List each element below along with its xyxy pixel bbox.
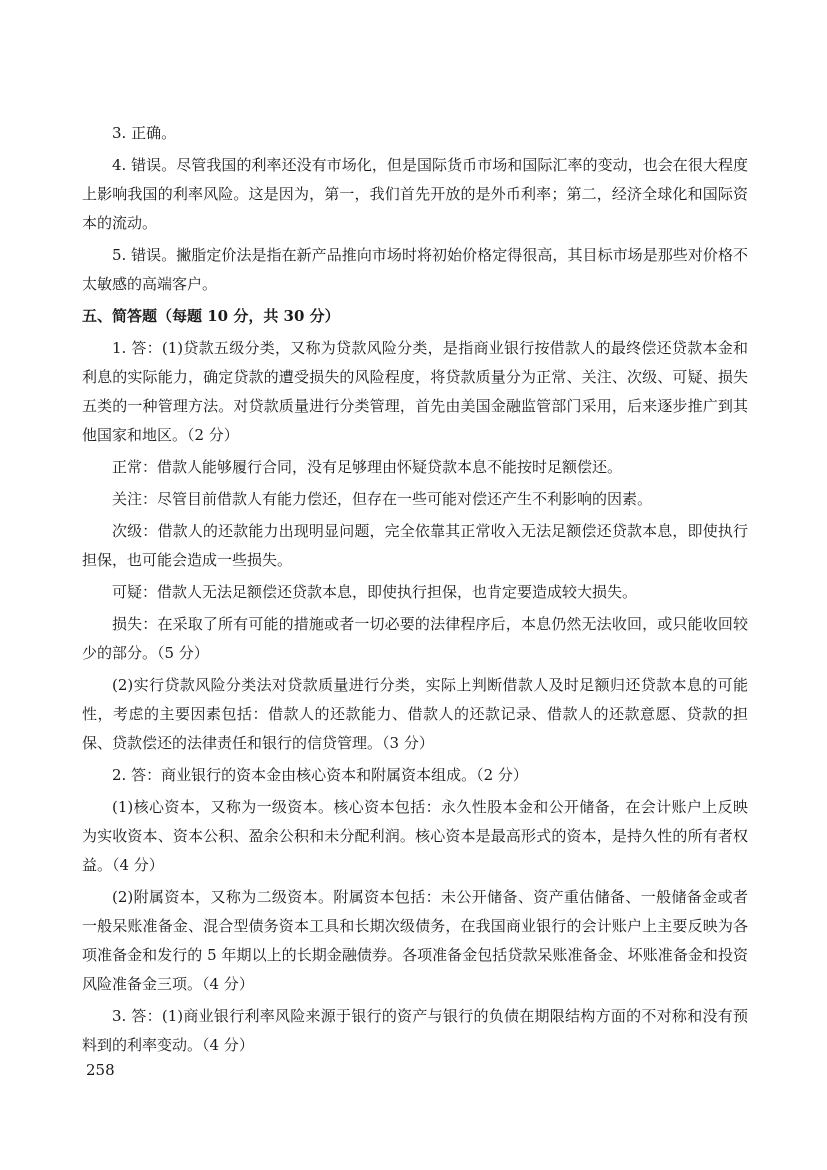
answer-4-wrong: 4. 错误。尽管我国的利率还没有市场化，但是国际货币市场和国际汇率的变动，也会在很大程度上影响我国的利率风险。这是因为，第一，我们首先开放的是外币利率；第二，经济全球化和国际资本的流动。 (82, 156, 748, 232)
loan-class-doubtful: 可疑：借款人无法足额偿还贷款本息，即使执行担保，也肯定要造成较大损失。 (112, 583, 638, 601)
supplementary-capital: (2)附属资本，又称为二级资本。附属资本包括：未公开储备、资产重估储备、一般储备金或者一般呆账准备金、混合型债务资本工具和长期次级债务，在我国商业银行的会计账户上主要反映为各项准备金和发行的 5 年期以上的长期金融债券。各项准备金包括贷款呆账准备金、坏账准备金和投资风险准备金三项。（4 分） (82, 888, 748, 993)
loan-class-special-mention: 关注：尽管目前借款人有能力偿还，但存在一些可能对偿还产生不利影响的因素。 (112, 490, 653, 508)
answer-3-correct: 3. 正确。 (112, 124, 177, 142)
short-answer-2: 2. 答：商业银行的资本金由核心资本和附属资本组成。（2 分） (112, 766, 528, 784)
short-answer-3: 3. 答：(1)商业银行利率风险来源于银行的资产与银行的负债在期限结构方面的不对称和没有预料到的利率变动。（4 分） (82, 1007, 748, 1054)
page-number: 258 (86, 1061, 115, 1079)
short-answer-1-part-2: (2)实行贷款风险分类法对贷款质量进行分类，实际上判断借款人及时足额归还贷款本息的可能性，考虑的主要因素包括：借款人的还款能力、借款人的还款记录、借款人的还款意愿、贷款的担保、贷款偿还的法律责任和银行的信贷管理。（3 分） (82, 676, 748, 752)
short-answer-1: 1. 答：(1)贷款五级分类，又称为贷款风险分类，是指商业银行按借款人的最终偿还贷款本金和利息的实际能力，确定贷款的遭受损失的风险程度，将贷款质量分为正常、关注、次级、可疑、损失五类的一种管理方法。对贷款质量进行分类管理，首先由美国金融监管部门采用，后来逐步推广到其他国家和地区。（2 分） (82, 339, 748, 444)
loan-class-substandard: 次级：借款人的还款能力出现明显问题，完全依靠其正常收入无法足额偿还贷款本息，即使执行担保，也可能会造成一些损失。 (82, 522, 748, 569)
loan-class-normal: 正常：借款人能够履行合同，没有足够理由怀疑贷款本息不能按时足额偿还。 (112, 458, 623, 476)
section-heading-short-answer: 五、简答题（每题 10 分，共 30 分） (82, 307, 340, 325)
loan-class-loss: 损失：在采取了所有可能的措施或者一切必要的法律程序后，本息仍然无法收回，或只能收回较少的部分。（5 分） (82, 615, 748, 662)
page-body (82, 119, 748, 1063)
answer-5-wrong: 5. 错误。撇脂定价法是指在新产品推向市场时将初始价格定得很高，其目标市场是那些对价格不太敏感的高端客户。 (82, 246, 748, 293)
core-capital: (1)核心资本，又称为一级资本。核心资本包括：永久性股本金和公开储备，在会计账户上反映为实收资本、资本公积、盈余公积和未分配利润。核心资本是最高形式的资本，是持久性的所有者权益。（4 分） (82, 798, 748, 874)
